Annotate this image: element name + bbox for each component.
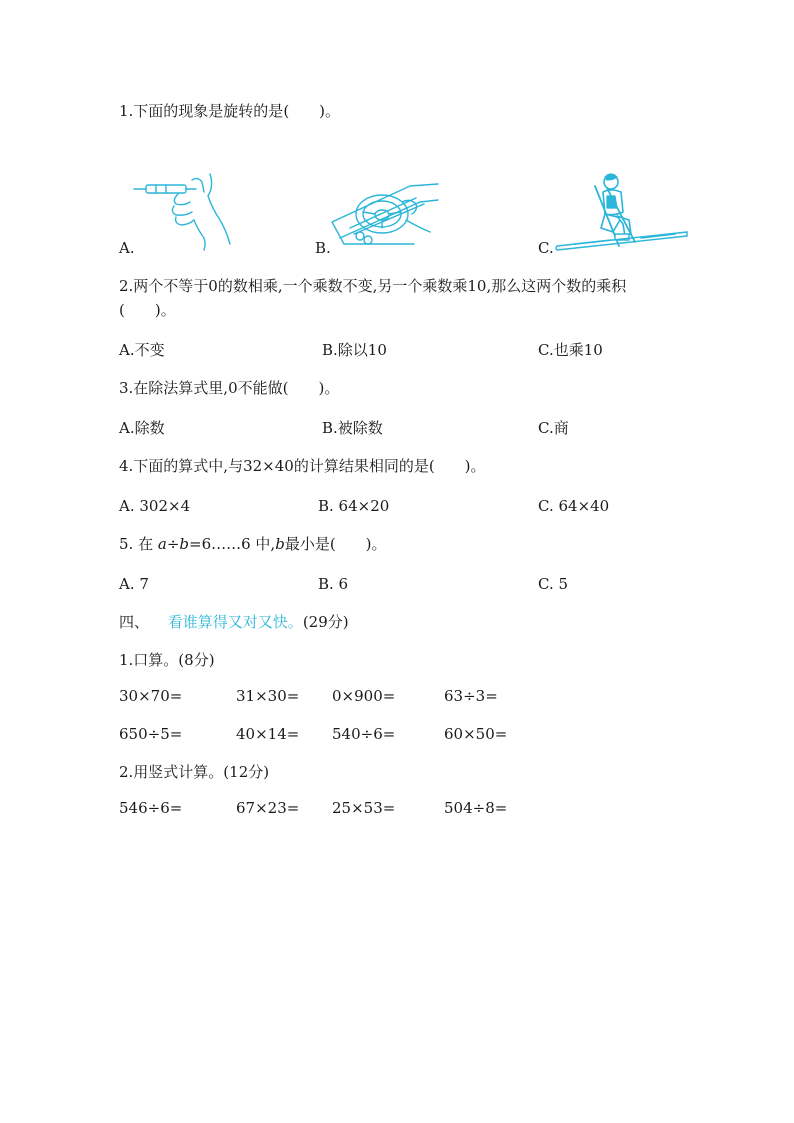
q5-option-c: C. 5: [538, 575, 569, 593]
part2-row1-item: 546÷6=: [119, 799, 183, 817]
q1-option-a: A.: [119, 239, 135, 257]
q5-var-b2: b: [275, 535, 285, 553]
part1-row1-item: 31×30=: [236, 687, 300, 705]
part1-row2-item: 650÷5=: [119, 725, 183, 743]
syringe-hand-icon: [132, 172, 234, 252]
section4-points: (29分): [302, 613, 349, 631]
q4-stem: 4.下面的算式中,与32×40的计算结果相同的是( )。: [119, 457, 486, 475]
q5-var-b: b: [179, 535, 189, 553]
part2-heading: 2.用竖式计算。(12分): [119, 763, 270, 781]
q1-stem: 1.下面的现象是旋转的是( )。: [119, 102, 341, 120]
part2-row1-item: 25×53=: [332, 799, 396, 817]
q5-stem: [119, 534, 387, 554]
q5-stem-mid: =6……6 中,: [189, 535, 276, 553]
part1-row2-item: 40×14=: [236, 725, 300, 743]
q2-stem-line1: 2.两个不等于0的数相乘,一个乘数不变,另一个乘数乘10,那么这两个数的乘积: [119, 277, 627, 295]
q5-stem-prefix: 5. 在: [119, 535, 158, 553]
q2-option-a: A.不变: [119, 341, 165, 359]
q5-stem-suffix: 最小是( )。: [284, 535, 387, 553]
section4-number: 四、: [119, 613, 150, 631]
steering-wheel-icon: [330, 180, 440, 252]
q2-stem-line2: ( )。: [119, 301, 176, 319]
part1-row1-item: 30×70=: [119, 687, 183, 705]
q3-option-a: A.除数: [119, 419, 165, 437]
q5-var-a: a: [157, 535, 167, 553]
part1-row2-item: 60×50=: [444, 725, 508, 743]
part1-row2-item: 540÷6=: [332, 725, 396, 743]
q1-option-b: B.: [315, 239, 331, 257]
q1-option-c: C.: [538, 239, 554, 257]
section4-heading: [119, 612, 349, 632]
q2-option-c: C.也乘10: [538, 341, 603, 359]
part1-row1-item: 63÷3=: [444, 687, 498, 705]
part2-row1-item: 504÷8=: [444, 799, 508, 817]
part1-row1-item: 0×900=: [332, 687, 396, 705]
q2-option-b: B.除以10: [322, 341, 387, 359]
q3-option-b: B.被除数: [322, 419, 383, 437]
q3-stem: 3.在除法算式里,0不能做( )。: [119, 379, 340, 397]
q3-option-c: C.商: [538, 419, 569, 437]
q5-option-b: B. 6: [318, 575, 349, 593]
part1-heading: 1.口算。(8分): [119, 651, 215, 669]
q5-option-a: A. 7: [119, 575, 149, 593]
q4-option-b: B. 64×20: [318, 497, 390, 515]
skier-icon: [555, 170, 690, 252]
q5-op: ÷: [166, 535, 180, 553]
part2-row1-item: 67×23=: [236, 799, 300, 817]
q4-option-a: A. 302×4: [119, 497, 191, 515]
section4-title: 看谁算得又对又快。: [167, 613, 303, 631]
q4-option-c: C. 64×40: [538, 497, 610, 515]
